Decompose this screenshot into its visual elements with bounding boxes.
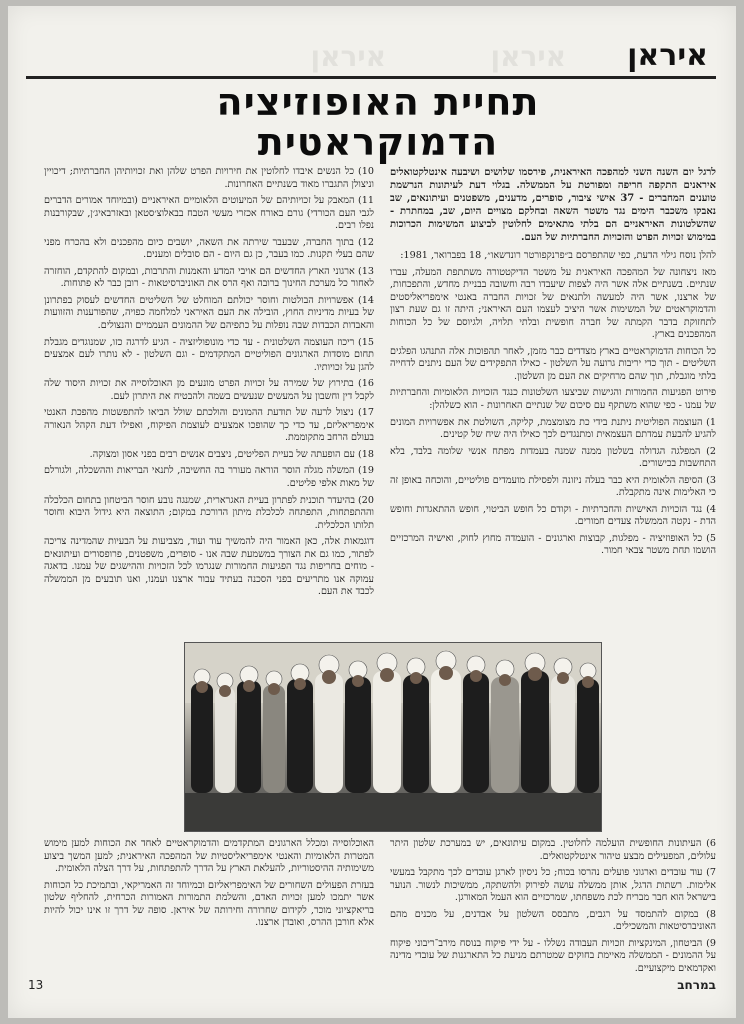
headline-line-2: הדמוקראטית xyxy=(257,120,499,164)
article-paragraph: פירוט הפגיעות החמורות והגישות שביצעו השלטונות כנגד הזכויות הלאומיות והחברתיות של עמנו - כפי שהוא משתקף עם סיכום של שנתיים האחרונות - הוא כשלהלן: xyxy=(390,387,716,412)
news-photo-praying-crowd xyxy=(184,642,602,832)
article-list-item: 11) המאבק על זכויותיהם של המיעוטים הלאומיים האיראניים (ובמיוחד אמורים הדברים לגבי העם הכורדי) גורם באורח אכזרי מעשי הטבח בבאלוצ׳סטאן ובאזרבאיג׳ן, שבקורבנות נפלו רבים. xyxy=(44,195,374,232)
article-column-left-lower xyxy=(44,838,374,934)
section-ghost-word: איראן xyxy=(490,40,566,73)
article-list-item: 3) הסיפה הלאומית היא כבר בעלה ניזונה ולפסילת מועמדים פוליטיים, והוכחה באופן זה כי האלימות אינה מתקבלת. xyxy=(390,474,716,499)
photo-illustration xyxy=(185,643,601,831)
article-column-right xyxy=(390,166,716,562)
article-paragraph: האוכלוסייה ומכלל הארגונים המתקדמים והדמוקראטיים לאחד את הכוחות למען מימוש המטרות הלאומיות והאנטי אימפריאליסטיות של המהפכה האיראנית; למען המשך ביצוע משימותיה ההיסטוריות, להעלאת הארץ על הדרך להתפתחות, על דרך הצלה הלאומית. xyxy=(44,838,374,875)
article-list-item: 18) עם הופעתה של בעיית הפליטים, ניצבים אנשים רבים בפני אסון ומצוקה. xyxy=(89,448,374,460)
article-list-item: 15) ריכוז העוצמה השלטונית - עד כדי מונופוליזציה - הגיע לדרגה כזו, שמנוגדים מגבלת תחום מוסדות הארגונים הפוליטיים המתקדמים - וגם השלטון - לא נותרו לעם אמצעים להגן על זכויותיו. xyxy=(44,336,374,373)
article-source-note: להלן נוסח גילוי הדעת, כפי שהתפרסם ב״פרנקפורטר רונדשאו״, 18 בפברואר, 1981: xyxy=(400,250,716,261)
article-column-left xyxy=(44,166,374,603)
article-list-item: 1) העוצמה הפוליטית ניתנת בידי כת מצומצמת, קליקה, השולטת את אפשרויות המונים להגיע להבעת עמדתם העצמאית ומתנגדים לכך כאילו היה שיח של קטינים. xyxy=(390,416,716,441)
article-list-item: 4) נגד הזכויות האישיות והחברתיות - וקודם כל חופש הביטוי, חופש ההתאגדות וחופש הדת - נקטה הממשלה צעדים חמורים. xyxy=(390,503,716,528)
headline-line-1: תחיית האופוזיציה xyxy=(216,80,540,124)
article-list-item: 6) העיתונות החופשית הועלמה לחלוטין. במקום עיתונאים, יש במערכת שלטון היתר עלולים, המפעילים מבצע טיהור אינטלקטואלים. xyxy=(390,838,716,862)
article-list-item: 20) בהיעדר תוכנית לפתרון בעיית האגרארית, שמנגה נובע חוסר הביטחון בתחום הכלכלה וההתפתחות, התפתחה לכלכלת מיתון הדורכת במקום; התוצאה היא גידול היבוא וחוסר תלותו הכלכלית. xyxy=(44,494,374,531)
article-list-item: 19) המשלה מגלה הוסר הוראה מעורר בה החשיבה, לתנאי הבריאות וההשכלה, ולגורלם של מאות אלפי פליטים. xyxy=(44,465,374,490)
page-number: 13 xyxy=(28,978,44,992)
page-footer xyxy=(28,978,716,996)
article-paragraph: בעזרת הפעולים השחורים של האימפריאליזם ובמיוחד זה האמריקאי, ובתמיכת כל הכוחות אשר יתמכו למען זכויות האדם, והשלמת התמורות האמורות הכרחית, להחליף שלטון בריאקציוני מוכר, לקידום שחרורה וחירותה של איראן. סופה של דרך זו אינו יכול להיות אלא חורבן ההרס, ואובדן ארצנו. xyxy=(44,879,374,929)
article-list-item: 9) הביטחון, המינקציות וזכויות העבודה נשללו - על ידי פיקוח בנוסח מירב־ריבוני פיקוח על ההמונים - הממשלה מאיימת בחוקים שמטרתם מניעת כל התארגנות של עובדי מדינה ואקדמאים מיקצועיים. xyxy=(390,937,716,974)
article-list-item: 17) ניצול לרעה של תודעת ההמונים והולכתם שולל הביאו להתפשטות מהפכת האנטי אימפריאליזם, עד כדי כך שהופכו אמצעים לעוצמת הפיקוח, ואפילו דעת הקהל הנאורה בעולם הרחב מתקוממת. xyxy=(44,407,374,444)
article-list-item: 2) המפלגה הגדולה בשלטון ממנה שמנה בעמדות מפתח אנשי שלומה בלבד, בלא התחשבות בכישורים. xyxy=(390,445,716,470)
section-ghost-word: איראן xyxy=(310,40,386,73)
article-list-item: 10) כל הנשים איבדו לחלוטין את חירויות הפרט שלהן ואת זכויותיהן החברתיות; דיכויין וניצולן התגברו מאוד בשנתיים האחרונות. xyxy=(44,166,374,190)
article-paragraph: מאז ניצחונה של המהפכה האיראנית על משטר הדיקטטורה משתתפת המעלה, עברו שנתיים. בשנתיים אלה אשר היה לצפות שיעבדו רבה וחשובה בבניית מחדש, והתפכחות, של ארצנו, אשר היה למעשה ולתנאים של זכויות החברה באנטי אימפריאליסטים והדמוקראטים של המשימות אשר היציב לעצמו העם האיראני; היתה זו גם שעת רצון לתחזוקת בדבר הקמתה של חברה חופשית ובלתי תלויה, ולגיוסם של כל הכוחות המהפכנים בארץ. xyxy=(390,266,716,341)
article-column-right-lower xyxy=(390,838,716,979)
headline xyxy=(138,82,618,162)
article-list-item: 14) אפשרויות הבולטות וחוסר יכולתם המוחלט של השליטים החדשים לעסוק בפתרונן של בעיות מדיניות החוץ, הובילה את העם האיראני למלחמה כפויה, שהפורענות והזוועות והאבדות הכבדות שבה נופלות על כתפיהם של ההמונים העממיים והנצולים. xyxy=(44,294,374,332)
section-header xyxy=(26,40,716,79)
article-list-item: 13) ארגוני הארץ החדשים הם אויבי המדע והאמנות והתרבות, ובמקום להתקדם, הוחזרה לאחור כל מערכת החינוך ברובה ואף הרס את האוניברסיטאות - רובן כבר לא פתוחות. xyxy=(44,265,374,290)
article-list-item: 7) עוד עובדים וארגוני פועלים נהרסו בכוח; כל ניסיון לארגן עובדים לכך מתקבל במעשי אלימות. רשתות הדגל, אותן ממשלה עושה לפירוק ולהשתקה, ממשיכות לנשור. הנוער בישראל הוא חבר מבריח לכת משפחתו, שמרכזיים הוא העמל המאורגן. xyxy=(390,867,716,904)
article-list-item: 8) במקום להתמסד על רגבים, מתבסס השלטון על אבדנים, על מכנים מהם האוניברסיטאות והמשכילים. xyxy=(390,908,716,933)
section-title: איראן xyxy=(619,40,716,72)
article-lead: לרגל יום השנה השני למהפכה האיראנית, פירסמו שלושים ושיבעה אינטלקטואלים איראנים התקפה חריפה ומפורטת על הממשלה. בגלוי דעת לעיתונות הנרשמת טוענים המחברים - 37 אישי ציבור, סופרים, מדענים, משפטנים ועיתונאים, שב נאבקו משכבר הימים נגד משטר השאה ובחלקם מצויים היום, שב, במחתרת - שהשלטונות האיראניים הם בלתי מתאימים לחלוטין לביצוע המשימות הכרוכות במימוש זכויות הפרט והזכויות החברתיות של העם. xyxy=(390,167,716,243)
article-paragraph: כל הכוחות הדמוקראטיים בארץ מצדדים כבר מזמן, לאחר תהפוכות אלה התנהגו הפלגים השליטים - תוך כדי יריבות גרועה על השלטון - כאילו התפקידים של העם ניתנים לדחייה בלתי מוגבלת, תוך שהם מרחיקים את העם מן השלטון. xyxy=(390,345,716,382)
article-list-item: 5) כל האופוזיציה - מפלגות, קבוצות וארגונים - הועמדה מחוץ לחוק, ואישיה המרכזיים הושמו תחת משטר צבאי חמור. xyxy=(390,532,716,557)
article-list-item: 12) בתוך החברה, שבעבר שירתה את השאה, יושבים כיום מהפכנים ולא בהכרח מפני שהם בעלי תקנות. כמו בעבר, כן גם היום - הם סובלים ומענים. xyxy=(44,236,374,261)
magazine-name: במרחב xyxy=(677,978,716,992)
magazine-page xyxy=(8,6,736,1018)
article-list-item: 16) בתירוץ של שמירה על זכויות הפרט מונעים מן האוכלוסייה את זכויות היסוד שלה לקבל דין וחשבון על המעשים שנעשים בשמה ולהבטיח את היתרון לעם. xyxy=(44,378,374,402)
article-paragraph: דוגמאות אלה, כאן האמור היה להמשיך עוד ועוד, מצביעות על הבעיות שהמדינה צריכה לפתור, כמו גם את הצורך במשמעת שבה אנו - סופרים, משפטנים, פרופסורים ועיתונאים - מוחים בחריפות נגד הפגיעות החמורות שנגרמו לכל הזכויות וההישגים של עמנו. בדאגה עמוקה אנו מתריעים בפני הסכנה בעתיד עבור ארצנו ועמנו, ואנו תובעים מן הממשלה לכבד את העם. xyxy=(44,536,374,598)
